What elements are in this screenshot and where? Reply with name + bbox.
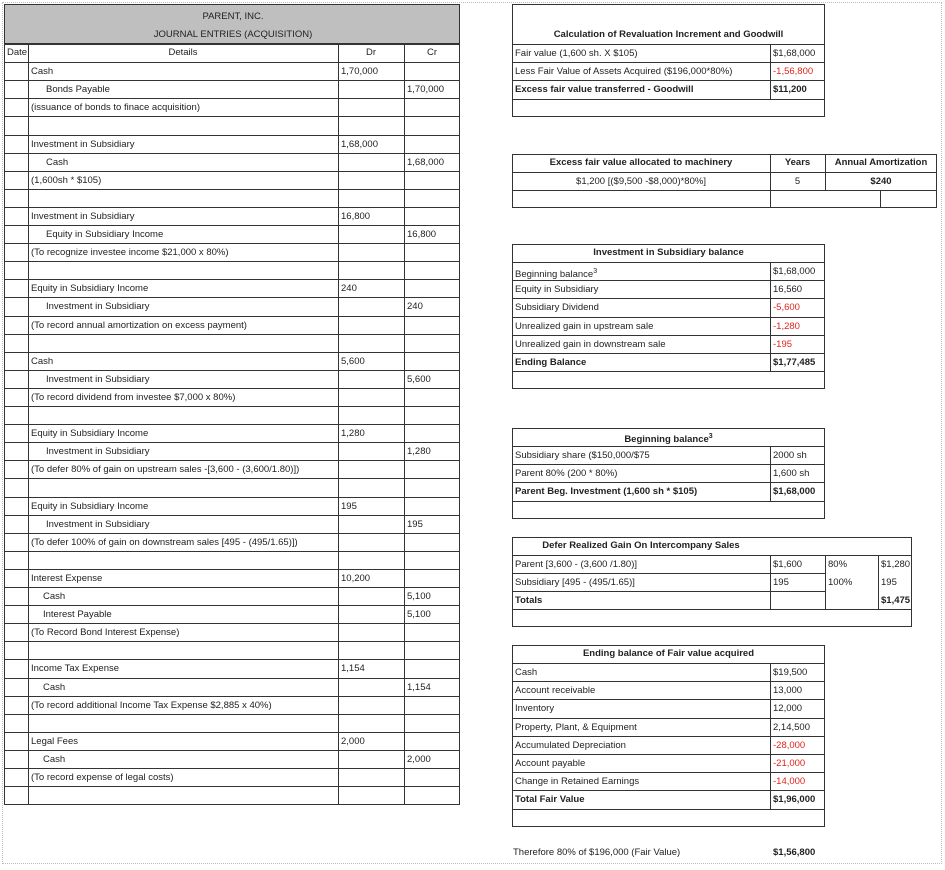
investment_balance-row-label <box>512 281 770 298</box>
fair_value-row-value: -14,000 <box>773 776 806 788</box>
journal-row-dr: 1,70,000 <box>341 66 378 78</box>
journal-row-dr: 1,68,000 <box>341 138 378 150</box>
journal-row-details: (To recognize investee income $21,000 x 80%) <box>31 247 229 259</box>
journal-row-dr: 2,000 <box>341 735 365 747</box>
journal-row-cr: 16,800 <box>407 229 437 240</box>
fair_value-row-label <box>512 664 770 681</box>
deferred-row-label: Parent [3,600 - (3,600 /1.80)] <box>515 559 637 570</box>
deferred-row-pct: 80% <box>828 559 848 570</box>
deferred-row-amount: $1,280 <box>881 559 911 570</box>
grid-line <box>878 591 879 609</box>
footer-note: Therefore 80% of $196,000 (Fair Value) <box>513 847 681 858</box>
journal-row-dr: 5,600 <box>341 355 365 367</box>
journal-row-dr: 1,154 <box>341 663 365 675</box>
grid-line <box>4 641 460 642</box>
fair_value-row-label-text: Accumulated Depreciation <box>515 739 626 751</box>
fair_value-row-value: 12,000 <box>773 703 803 715</box>
journal-row-details: (To record additional Income Tax Expense $2,885 x 40%) <box>31 699 272 711</box>
grid-line <box>512 501 825 502</box>
grid-line <box>4 478 460 479</box>
investment_balance-row-value: -1,280 <box>773 320 800 332</box>
beginning_balance-title-sup: 3 <box>708 432 713 440</box>
fair_value-row-label <box>512 682 770 699</box>
fair_value-row-label-text: Account receivable <box>515 685 596 697</box>
journal-row-details: Equity in Subsidiary Income <box>31 283 149 295</box>
journal-row-details: (issuance of bonds to finace acquisition) <box>31 102 200 114</box>
deferred-total-label: Totals <box>515 595 543 606</box>
investment_balance-row-value: $1,77,485 <box>773 357 816 368</box>
journal-row-details: (To defer 100% of gain on downstream sales [495 - (495/1.65)]) <box>31 536 298 548</box>
investment_balance-row-value: 16,560 <box>773 284 803 296</box>
revaluation-row-label <box>512 63 770 80</box>
journal-row-cr: 1,70,000 <box>407 84 444 96</box>
grid-line <box>4 551 460 552</box>
journal-row-cr: 195 <box>407 518 423 530</box>
revaluation-row-label <box>512 45 770 62</box>
grid-line <box>512 809 825 810</box>
journal-row-details: Investment in Subsidiary <box>31 138 135 150</box>
journal-row-details: (To record expense of legal costs) <box>31 772 174 783</box>
journal-row-details: Interest Payable <box>43 609 112 621</box>
investment_balance-row-sup: 3 <box>593 268 598 275</box>
journal-row-details: Equity in Subsidiary Income <box>46 229 164 240</box>
journal-row-details: Cash <box>31 66 54 78</box>
fair_value-row-value: -28,000 <box>773 739 806 751</box>
investment_balance-title: Investment in Subsidiary balance <box>593 246 744 258</box>
beginning_balance-row-value: 2000 sh <box>773 450 807 461</box>
journal-row-details: Cash <box>46 156 69 168</box>
investment_balance-row-label <box>512 354 770 371</box>
revaluation-row-label-text: Less Fair Value of Assets Acquired ($196,000*80%) <box>515 66 733 78</box>
deferred-gain-title: Defer Realized Gain On Intercompany Sales <box>542 540 740 551</box>
revaluation-row-value: $11,200 <box>773 84 807 96</box>
company-name: PARENT, INC. <box>202 11 264 22</box>
deferred-gain-box <box>512 537 912 627</box>
journal-row-dr: 16,800 <box>341 210 371 222</box>
fair_value-row-label <box>512 791 770 808</box>
journal-row-details: Cash <box>43 753 66 765</box>
amortization-header: Annual Amortization <box>834 157 928 168</box>
grid-line <box>512 371 825 372</box>
journal-row-cr: 1,280 <box>407 446 431 458</box>
fair_value-row-label <box>512 719 770 736</box>
journal-row-cr: 240 <box>407 301 423 313</box>
grid-line <box>512 99 825 100</box>
journal-row-details: Investment in Subsidiary <box>31 210 135 222</box>
investment_balance-row-value: $1,68,000 <box>773 266 816 277</box>
journal-row-details: (To defer 80% of gain on upstream sales -[3,600 - (3,600/1.80)]) <box>31 464 300 476</box>
fair_value-title: Ending balance of Fair value acquired <box>582 647 755 659</box>
deferred-row-pct: 100% <box>828 577 853 588</box>
grid-line <box>880 190 881 208</box>
machinery-box <box>512 154 937 208</box>
footer-value: $1,56,800 <box>773 847 816 858</box>
fair_value-row-value: $1,96,000 <box>773 794 816 806</box>
journal-row-cr: 5,100 <box>407 591 431 602</box>
beginning_balance-row-value: $1,68,000 <box>773 486 816 498</box>
machinery-title: Excess fair value allocated to machinery <box>549 157 733 168</box>
journal-header <box>4 4 460 44</box>
investment_balance-row-label-text: Beginning balance <box>515 269 594 281</box>
journal-row-dr: 240 <box>341 283 357 295</box>
journal-row-details: Investment in Subsidiary <box>46 373 150 385</box>
journal-row-cr: 1,154 <box>407 681 431 693</box>
beginning_balance-row-label <box>512 447 770 464</box>
investment-balance-box <box>512 244 825 390</box>
grid-line <box>4 116 460 117</box>
beginning_balance-row-label-text: Subsidiary share ($150,000/$75 <box>515 450 650 461</box>
fair_value-row-value: 2,14,500 <box>773 721 810 733</box>
journal-row-details: (To record annual amortization on excess payment) <box>31 319 247 331</box>
deferred-row-amount: 195 <box>881 577 897 588</box>
journal-row-details: Equity in Subsidiary Income <box>31 500 149 512</box>
journal-row-cr: 2,000 <box>407 753 431 765</box>
deferred-row-gain: $1,600 <box>773 559 803 570</box>
fair_value-row-label-text: Property, Plant, & Equipment <box>515 721 637 733</box>
revaluation-row-label <box>512 81 770 98</box>
journal-row-details: Cash <box>31 355 54 367</box>
beginning-balance-box <box>512 428 825 519</box>
col-details-header: Details <box>168 47 198 58</box>
fair_value-row-label-text: Account payable <box>515 758 586 769</box>
deferred-row-label: Subsidiary [495 - (495/1.65)] <box>515 577 635 588</box>
col-date-header: Date <box>7 47 28 58</box>
journal-row-details: Cash <box>43 681 66 693</box>
journal-row-details: (1,600sh * $105) <box>31 174 102 186</box>
journal-row-cr: 5,600 <box>407 373 431 385</box>
investment_balance-row-label-text: Unrealized gain in downstream sale <box>515 338 666 350</box>
revaluation-box <box>512 4 825 117</box>
investment_balance-row-label <box>512 318 770 335</box>
fair_value-row-label <box>512 737 770 754</box>
fair_value-row-label-text: Change in Retained Earnings <box>515 776 640 788</box>
journal-row-details: Bonds Payable <box>46 84 110 96</box>
grid-line <box>4 714 460 715</box>
revaluation-row-label-text: Excess fair value transferred - Goodwill <box>515 84 694 96</box>
journal-row-details: Equity in Subsidiary Income <box>31 428 149 440</box>
machinery-calc: $1,200 [($9,500 -$8,000)*80%] <box>576 176 706 187</box>
journal-subtitle: JOURNAL ENTRIES (ACQUISITION) <box>153 29 313 40</box>
grid-line <box>4 189 460 190</box>
beginning_balance-title <box>512 428 825 448</box>
journal-row-details: Investment in Subsidiary <box>46 446 150 458</box>
beginning_balance-row-label-text: Parent Beg. Investment (1,600 sh * $105) <box>515 486 698 498</box>
deferred-total-value: $1,475 <box>881 595 911 606</box>
investment_balance-row-label <box>512 336 770 353</box>
investment_balance-row-label-text: Subsidiary Dividend <box>515 302 599 314</box>
fair_value-row-label <box>512 773 770 790</box>
grid-line <box>4 261 460 262</box>
fair_value-row-label-text: Inventory <box>515 703 555 715</box>
journal-row-details: (To record dividend from investee $7,000 x 80%) <box>31 391 236 403</box>
revaluation-title: Calculation of Revaluation Increment and Goodwill <box>553 28 784 40</box>
revaluation-row-value: $1,68,000 <box>773 48 816 59</box>
investment_balance-row-value: -195 <box>773 338 793 350</box>
journal-table <box>4 44 460 805</box>
deferred-row-gain: 195 <box>773 577 789 588</box>
journal-row-details: Interest Expense <box>31 572 103 584</box>
grid-line <box>512 190 937 191</box>
fair_value-row-label-text: Total Fair Value <box>515 794 585 806</box>
journal-row-details: Investment in Subsidiary <box>46 518 150 530</box>
fair_value-row-label-text: Cash <box>515 667 538 678</box>
investment_balance-row-value: -5,600 <box>773 302 800 314</box>
grid-line <box>4 406 460 407</box>
journal-row-details: Cash <box>43 591 66 602</box>
journal-row-cr: 1,68,000 <box>407 156 444 168</box>
journal-row-details: (To Record Bond Interest Expense) <box>31 627 180 639</box>
fair_value-row-value: $19,500 <box>773 667 808 678</box>
revaluation-row-label-text: Fair value (1,600 sh. X $105) <box>515 48 638 59</box>
years-header: Years <box>784 157 811 168</box>
investment_balance-row-label-text: Ending Balance <box>515 357 587 368</box>
machinery-years: 5 <box>794 176 801 187</box>
investment_balance-row-label-text: Unrealized gain in upstream sale <box>515 320 654 332</box>
journal-row-dr: 1,280 <box>341 428 365 440</box>
fair_value-row-value: 13,000 <box>773 685 803 697</box>
investment_balance-row-label-text: Equity in Subsidiary <box>515 284 599 296</box>
grid-line <box>825 591 826 609</box>
grid-line <box>4 334 460 335</box>
revaluation-row-value: -1,56,800 <box>773 66 814 78</box>
journal-row-dr: 10,200 <box>341 572 371 584</box>
col-cr-header: Cr <box>426 47 438 58</box>
beginning_balance-title-text: Beginning balance <box>624 433 709 445</box>
fair_value-row-value: -21,000 <box>773 758 806 769</box>
machinery-amortization: $240 <box>870 176 892 187</box>
fair-value-box <box>512 645 825 827</box>
grid-line <box>4 786 460 787</box>
beginning_balance-row-label-text: Parent 80% (200 * 80%) <box>515 468 618 480</box>
journal-row-dr: 195 <box>341 500 357 512</box>
beginning_balance-row-value: 1,600 sh <box>773 468 810 480</box>
journal-row-details: Income Tax Expense <box>31 663 120 675</box>
beginning_balance-row-label <box>512 465 770 482</box>
journal-row-details: Legal Fees <box>31 735 79 747</box>
fair_value-row-label <box>512 755 770 772</box>
investment_balance-row-label <box>512 299 770 316</box>
beginning_balance-row-label <box>512 483 770 500</box>
journal-row-cr: 5,100 <box>407 609 431 621</box>
grid-line <box>825 609 912 610</box>
col-dr-header: Dr <box>365 47 377 58</box>
journal-row-details: Investment in Subsidiary <box>46 301 150 313</box>
fair_value-row-label <box>512 700 770 717</box>
